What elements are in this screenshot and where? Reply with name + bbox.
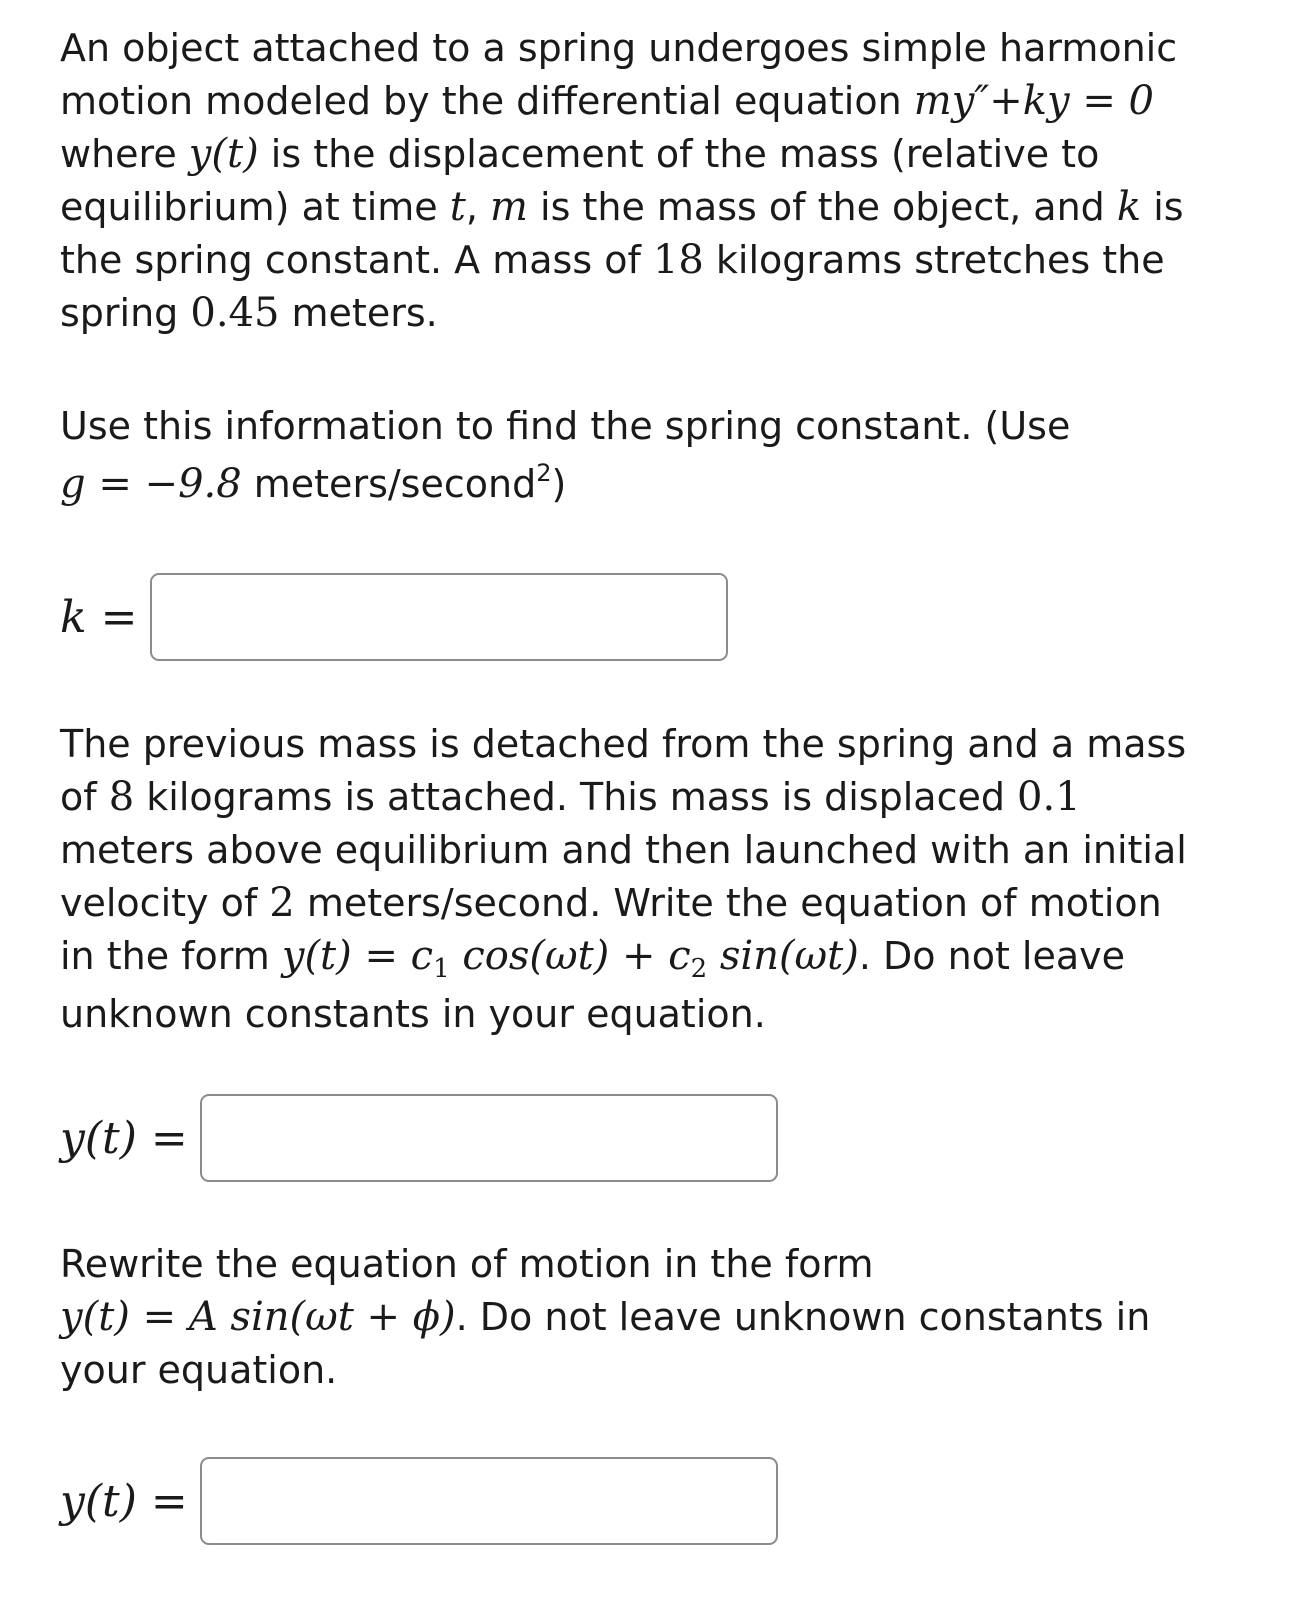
k-label: k xyxy=(60,591,87,643)
intro-line-4: equilibrium) at time t, m is the mass of the object, and k is xyxy=(60,184,1184,230)
y-of-t-label: y(t) xyxy=(60,1112,137,1164)
question-2-text xyxy=(60,718,1250,1041)
equals-sign: = xyxy=(100,591,138,643)
q2-line-2: of 8 kilograms is attached. This mass is displaced 0.1 xyxy=(60,774,1081,820)
k-answer-input[interactable] xyxy=(150,573,728,661)
form-equation-2: y(t) = A sin(ωt + ϕ) xyxy=(60,1294,456,1340)
question-1-text xyxy=(60,400,1250,516)
q3-line-2: y(t) = A sin(ωt + ϕ). Do not leave unknown constants in xyxy=(60,1294,1151,1340)
answer-row-y1 xyxy=(60,1094,778,1182)
form-equation-1: $y(t) = c_1$ $\cos(\omega t) + c_2$ sin(ωt) xyxy=(281,933,859,984)
q3-line-3: your equation. xyxy=(60,1348,338,1392)
equals-sign: = xyxy=(150,1475,188,1527)
equals-sign: = xyxy=(150,1112,188,1164)
gravity-value: g = −9.8 xyxy=(60,461,242,507)
intro-line-2: motion modeled by the differential equation my″+ky = 0 xyxy=(60,78,1154,124)
problem-intro xyxy=(60,22,1250,340)
y-of-t-label: y(t) xyxy=(60,1475,137,1527)
q2-line-1: The previous mass is detached from the spring and a mass xyxy=(60,722,1187,766)
intro-line-3: where y(t) is the displacement of the mass (relative to xyxy=(60,131,1100,177)
q1-line-2: g = −9.8 meters/second$^2$) xyxy=(60,459,567,507)
q2-line-6: unknown constants in your equation. xyxy=(60,992,766,1036)
y-cos-sin-answer-input[interactable] xyxy=(200,1094,778,1182)
q2-line-4: velocity of 2 meters/second. Write the equation of motion xyxy=(60,880,1162,926)
intro-line-1: An object attached to a spring undergoes simple harmonic xyxy=(60,26,1178,70)
question-3-text xyxy=(60,1238,1250,1397)
q1-line-1: Use this information to find the spring constant. (Use xyxy=(60,404,1071,448)
answer-row-y2 xyxy=(60,1457,778,1545)
q2-line-3: meters above equilibrium and then launched with an initial xyxy=(60,828,1187,872)
differential-equation: my″+ky = 0 xyxy=(913,78,1154,124)
y-amplitude-phase-answer-input[interactable] xyxy=(200,1457,778,1545)
intro-line-5: the spring constant. A mass of 18 kilograms stretches the xyxy=(60,237,1165,283)
intro-line-6: spring 0.45 meters. xyxy=(60,290,438,336)
q2-line-5: in the form $y(t) = c_1$ $\cos(\omega t) + c_2$ sin(ωt). Do not leave xyxy=(60,933,1126,984)
answer-row-k xyxy=(60,573,728,661)
q3-line-1: Rewrite the equation of motion in the form xyxy=(60,1242,874,1286)
